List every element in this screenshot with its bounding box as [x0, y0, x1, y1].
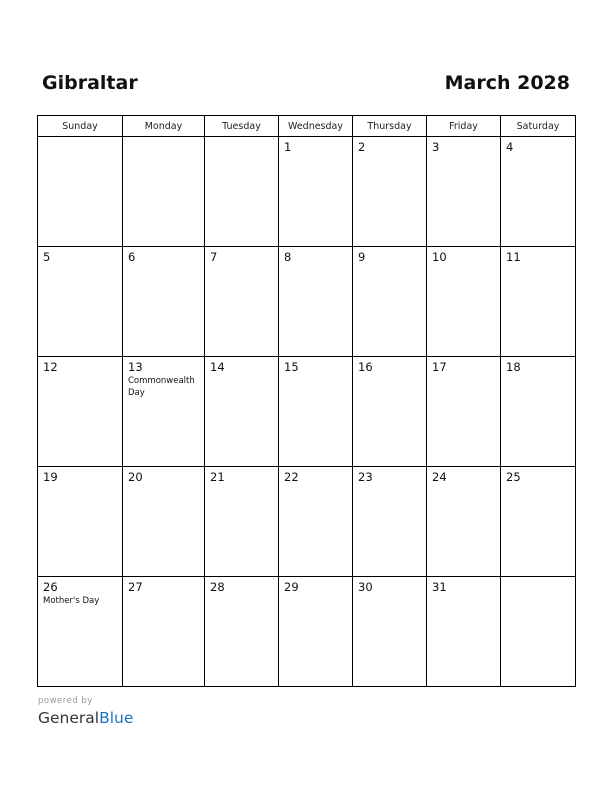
day-cell: [501, 577, 576, 687]
weekday-header: Monday: [123, 116, 205, 137]
holiday-label: [427, 484, 500, 485]
day-cell: [353, 467, 427, 577]
day-cell: [353, 357, 427, 467]
day-number: 16: [358, 360, 373, 374]
brand-general-text: General: [38, 709, 100, 727]
day-number: 19: [43, 470, 58, 484]
day-cell: [353, 577, 427, 687]
day-cell: [279, 137, 353, 247]
weekday-header: Thursday: [353, 116, 427, 137]
day-number: 26: [43, 580, 58, 594]
day-cell: [427, 357, 501, 467]
weekday-header: Sunday: [38, 116, 123, 137]
day-cell: [279, 577, 353, 687]
day-cell: [123, 577, 205, 687]
day-cell: [427, 577, 501, 687]
day-number: 4: [506, 140, 514, 154]
country-title: Gibraltar: [42, 72, 138, 94]
day-cell: [123, 137, 205, 247]
day-number: 21: [210, 470, 225, 484]
day-number: 18: [506, 360, 521, 374]
day-number: 22: [284, 470, 299, 484]
holiday-label: [205, 140, 278, 141]
holiday-label: [205, 484, 278, 485]
brand-blue-text: Blue: [99, 709, 134, 727]
day-cell: [38, 467, 123, 577]
calendar-grid: [37, 115, 576, 687]
day-cell: [205, 357, 279, 467]
holiday-label: [38, 140, 122, 141]
day-number: 8: [284, 250, 292, 264]
day-number: 1: [284, 140, 292, 154]
weekday-header: Saturday: [501, 116, 576, 137]
day-cell: [501, 247, 576, 357]
weekday-header: Tuesday: [205, 116, 279, 137]
holiday-label: [279, 484, 352, 485]
weekday-header-row: [38, 116, 576, 137]
day-cell: [353, 247, 427, 357]
day-number: 12: [43, 360, 58, 374]
week-row: [38, 577, 576, 687]
day-number: 15: [284, 360, 299, 374]
holiday-label: [353, 264, 426, 265]
holiday-label: Mother's Day: [43, 596, 100, 606]
holiday-label: Commonwealth Day: [128, 376, 195, 398]
day-number: 17: [432, 360, 447, 374]
day-cell: [38, 137, 123, 247]
holiday-label: [353, 484, 426, 485]
day-cell: [205, 247, 279, 357]
day-cell: [205, 467, 279, 577]
day-number: 27: [128, 580, 143, 594]
holiday-label: [353, 374, 426, 375]
day-number: 25: [506, 470, 521, 484]
day-cell: [123, 467, 205, 577]
day-cell: [427, 137, 501, 247]
holiday-label: [501, 484, 575, 485]
day-number: 28: [210, 580, 225, 594]
holiday-label: [38, 264, 122, 265]
holiday-label: [205, 594, 278, 595]
day-number: 10: [432, 250, 447, 264]
day-cell: [38, 577, 123, 687]
holiday-label: [427, 264, 500, 265]
brand-logo[interactable]: [38, 708, 133, 728]
holiday-label: [38, 374, 122, 375]
day-number: 24: [432, 470, 447, 484]
weekday-header: Friday: [427, 116, 501, 137]
day-number: 13: [128, 360, 143, 374]
day-number: 30: [358, 580, 373, 594]
day-number: 7: [210, 250, 218, 264]
holiday-label: [205, 374, 278, 375]
day-cell: [123, 357, 205, 467]
holiday-label: [427, 154, 500, 155]
week-row: [38, 357, 576, 467]
day-number: 20: [128, 470, 143, 484]
holiday-label: [123, 264, 204, 265]
holiday-label: [279, 374, 352, 375]
holiday-label: [38, 484, 122, 485]
day-cell: [205, 137, 279, 247]
day-cell: [427, 247, 501, 357]
holiday-label: [123, 140, 204, 141]
day-cell: [38, 247, 123, 357]
day-cell: [501, 357, 576, 467]
week-row: [38, 247, 576, 357]
day-number: 14: [210, 360, 225, 374]
day-cell: [279, 247, 353, 357]
holiday-label: [205, 264, 278, 265]
holiday-label: [501, 154, 575, 155]
day-cell: [501, 137, 576, 247]
powered-by-label: powered by: [38, 696, 93, 706]
day-cell: [279, 467, 353, 577]
day-cell: [353, 137, 427, 247]
day-number: 9: [358, 250, 366, 264]
holiday-label: [427, 374, 500, 375]
holiday-label: [279, 594, 352, 595]
day-number: 29: [284, 580, 299, 594]
holiday-label: [501, 264, 575, 265]
holiday-label: [501, 374, 575, 375]
day-cell: [123, 247, 205, 357]
week-row: [38, 137, 576, 247]
holiday-label: [123, 484, 204, 485]
day-number: 5: [43, 250, 51, 264]
holiday-label: [353, 154, 426, 155]
day-cell: [501, 467, 576, 577]
day-cell: [38, 357, 123, 467]
day-cell: [427, 467, 501, 577]
day-number: 31: [432, 580, 447, 594]
weekday-header: Wednesday: [279, 116, 353, 137]
footer: [38, 696, 133, 728]
holiday-label: [501, 580, 575, 581]
day-cell: [205, 577, 279, 687]
holiday-label: [123, 594, 204, 595]
week-row: [38, 467, 576, 577]
day-number: 6: [128, 250, 136, 264]
holiday-label: [279, 264, 352, 265]
day-number: 11: [506, 250, 521, 264]
day-number: 2: [358, 140, 366, 154]
holiday-label: [353, 594, 426, 595]
holiday-label: [279, 154, 352, 155]
holiday-label: [427, 594, 500, 595]
day-number: 23: [358, 470, 373, 484]
day-number: 3: [432, 140, 440, 154]
month-title: March 2028: [444, 72, 570, 94]
day-cell: [279, 357, 353, 467]
